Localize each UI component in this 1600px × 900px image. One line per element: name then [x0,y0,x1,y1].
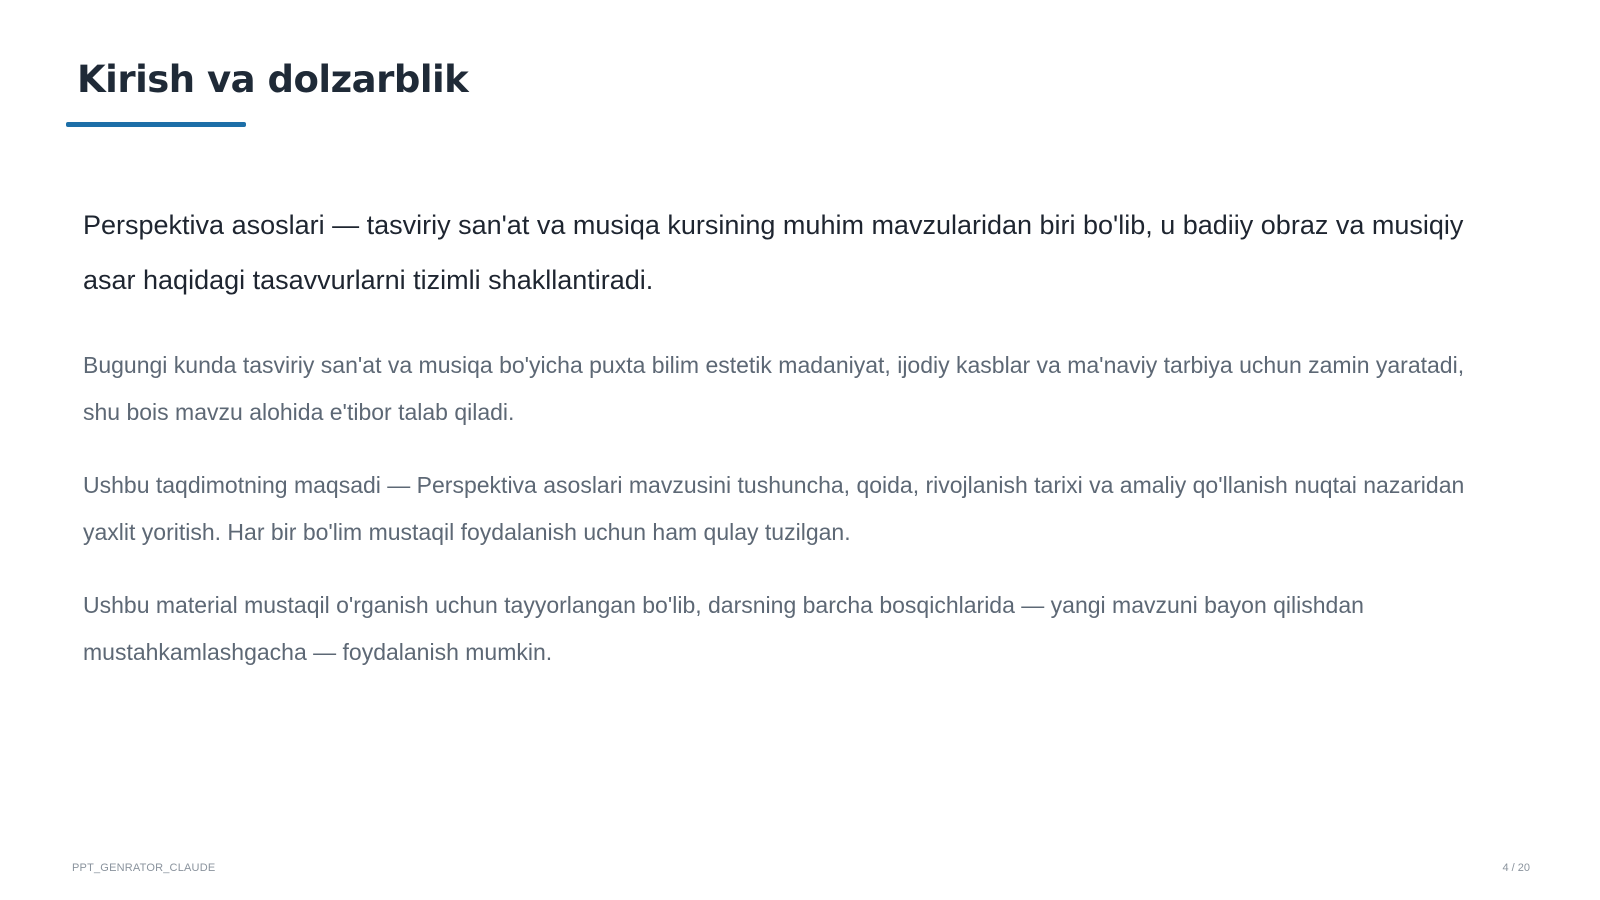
lead-paragraph: Perspektiva asoslari — tasviriy san'at va musiqa kursining muhim mavzularidan biri bo'lib, u badiiy obraz va musiqiy asar haqidagi tasavvurlarni tizimli shakllantiradi. [83,210,1464,295]
page-indicator: 4 / 20 [1502,862,1530,874]
body-paragraph-3: Ushbu material mustaqil o'rganish uchun tayyorlangan bo'lib, darsning barcha bosqichlarida — yangi mavzuni bayon qilishdan mustahkamlashgacha — foydalanish mumkin. [83,592,1364,665]
footer-brand: PPT_GENRATOR_CLAUDE [72,862,216,874]
slide-content [83,198,1503,702]
title-underline [66,122,246,127]
body-paragraph-1: Bugungi kunda tasviriy san'at va musiqa bo'yicha puxta bilim estetik madaniyat, ijodiy kasblar va ma'naviy tarbiya uchun zamin yaratadi, shu bois mavzu alohida e'tibor talab qiladi. [83,352,1465,425]
body-paragraph-2: Ushbu taqdimotning maqsadi — Perspektiva asoslari mavzusini tushuncha, qoida, rivojlanish tarixi va amaliy qo'llanish nuqtai nazaridan yaxlit yoritish. Har bir bo'lim mustaqil foydalanish uchun ham qulay tuzilgan. [83,472,1465,545]
slide-title: Kirish va dolzarblik [77,58,469,101]
